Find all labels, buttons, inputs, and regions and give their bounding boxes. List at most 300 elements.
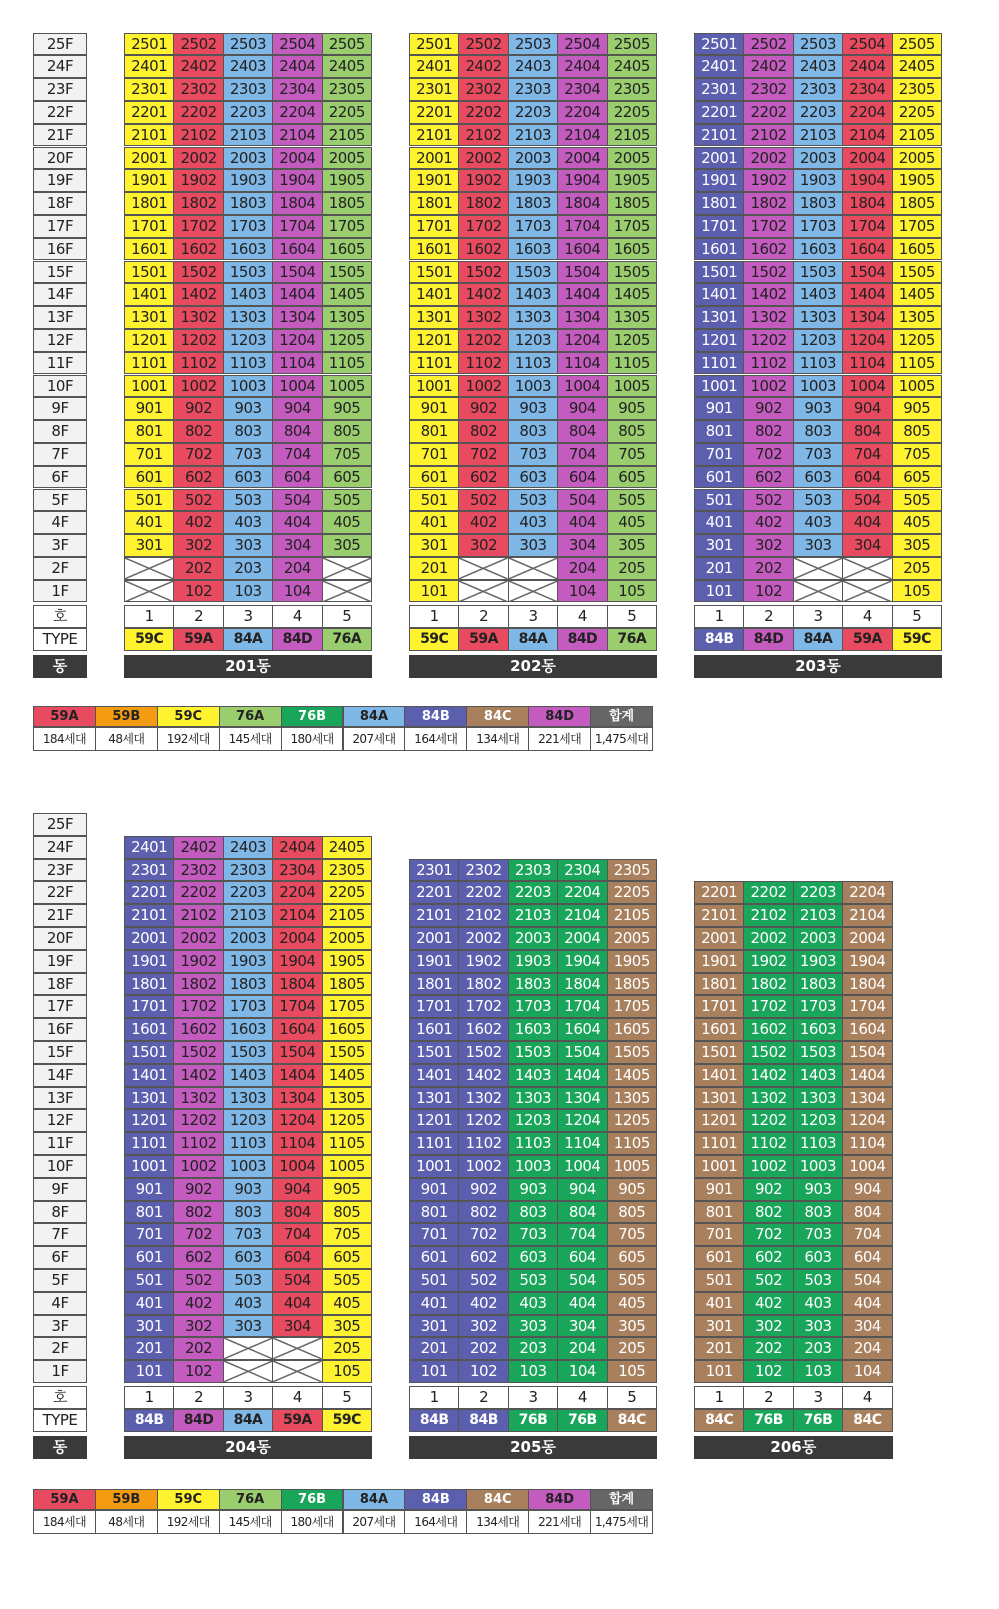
unit-cell[interactable]: 203	[793, 1337, 843, 1360]
unit-cell[interactable]: 801	[124, 1201, 174, 1224]
unit-cell[interactable]: 1705	[892, 215, 942, 238]
unit-cell[interactable]: 1702	[173, 215, 223, 238]
unit-cell[interactable]: 2003	[793, 927, 843, 950]
unit-cell[interactable]: 1602	[458, 1018, 508, 1041]
unit-cell[interactable]: 504	[557, 489, 607, 512]
unit-cell[interactable]: 2405	[322, 836, 372, 859]
unit-cell[interactable]: 1203	[508, 329, 558, 352]
unit-cell[interactable]: 2002	[458, 147, 508, 170]
unit-cell[interactable]: 804	[272, 420, 322, 443]
unit-cell[interactable]: 1403	[223, 1064, 273, 1087]
unit-cell[interactable]: 803	[793, 1201, 843, 1224]
unit-cell[interactable]: 602	[743, 466, 793, 489]
unit-cell[interactable]: 205	[892, 557, 942, 580]
unit-cell[interactable]: 2504	[842, 33, 892, 56]
unit-cell[interactable]: 1901	[694, 169, 744, 192]
unit-cell[interactable]: 1904	[272, 169, 322, 192]
unit-cell[interactable]: 601	[409, 1246, 459, 1269]
unit-cell[interactable]: 1602	[458, 238, 508, 261]
unit-cell[interactable]: 301	[409, 1315, 459, 1338]
unit-cell[interactable]: 2105	[322, 124, 372, 147]
unit-cell[interactable]: 705	[322, 443, 372, 466]
unit-cell[interactable]: 1701	[694, 215, 744, 238]
unit-cell[interactable]: 503	[508, 1269, 558, 1292]
unit-cell[interactable]: 1404	[272, 283, 322, 306]
unit-cell[interactable]: 902	[458, 1178, 508, 1201]
unit-cell[interactable]: 1703	[508, 215, 558, 238]
unit-cell[interactable]: 1004	[557, 1155, 607, 1178]
unit-cell[interactable]: 1904	[272, 950, 322, 973]
unit-cell[interactable]: 1503	[793, 1041, 843, 1064]
unit-cell[interactable]: 1203	[223, 329, 273, 352]
unit-cell[interactable]: 1102	[458, 352, 508, 375]
unit-cell[interactable]: 2005	[892, 147, 942, 170]
unit-cell[interactable]: 1702	[458, 995, 508, 1018]
unit-cell[interactable]: 505	[892, 489, 942, 512]
unit-cell[interactable]: 2104	[272, 124, 322, 147]
unit-cell[interactable]: 1701	[694, 995, 744, 1018]
unit-cell[interactable]: 1905	[607, 950, 657, 973]
unit-cell[interactable]: 605	[892, 466, 942, 489]
unit-cell[interactable]: 1104	[557, 1132, 607, 1155]
unit-cell[interactable]: 504	[272, 1269, 322, 1292]
unit-cell[interactable]: 1903	[508, 169, 558, 192]
unit-cell[interactable]: 703	[508, 1223, 558, 1246]
unit-cell[interactable]: 1803	[223, 192, 273, 215]
unit-cell[interactable]: 2205	[322, 101, 372, 124]
unit-cell[interactable]: 805	[322, 1201, 372, 1224]
unit-cell[interactable]: 504	[842, 489, 892, 512]
unit-cell[interactable]: 1601	[409, 1018, 459, 1041]
unit-cell[interactable]: 2103	[793, 124, 843, 147]
unit-cell[interactable]: 802	[743, 1201, 793, 1224]
unit-cell[interactable]: 501	[694, 489, 744, 512]
unit-cell[interactable]: 1802	[173, 192, 223, 215]
unit-cell[interactable]: 1304	[557, 306, 607, 329]
unit-cell[interactable]: 305	[607, 1315, 657, 1338]
unit-cell[interactable]: 1102	[458, 1132, 508, 1155]
unit-cell[interactable]: 1105	[322, 352, 372, 375]
unit-cell[interactable]: 2103	[223, 904, 273, 927]
unit-cell[interactable]: 1801	[694, 192, 744, 215]
unit-cell[interactable]: 1405	[607, 283, 657, 306]
unit-cell[interactable]: 1005	[607, 1155, 657, 1178]
unit-cell[interactable]: 104	[272, 580, 322, 603]
unit-cell[interactable]: 604	[842, 1246, 892, 1269]
unit-cell[interactable]: 1704	[842, 995, 892, 1018]
unit-cell[interactable]: 2302	[173, 859, 223, 882]
unit-cell[interactable]: 1303	[223, 1087, 273, 1110]
unit-cell[interactable]: 102	[743, 1360, 793, 1383]
unit-cell[interactable]: 805	[322, 420, 372, 443]
unit-cell[interactable]: 1205	[322, 329, 372, 352]
unit-cell[interactable]: 2502	[743, 33, 793, 56]
unit-cell[interactable]: 1401	[409, 1064, 459, 1087]
unit-cell[interactable]: 1904	[557, 950, 607, 973]
unit-cell[interactable]: 501	[124, 489, 174, 512]
unit-cell[interactable]: 1401	[124, 283, 174, 306]
unit-cell[interactable]: 1501	[124, 1041, 174, 1064]
unit-cell[interactable]: 1801	[124, 192, 174, 215]
unit-cell[interactable]: 2102	[743, 904, 793, 927]
unit-cell[interactable]: 1603	[223, 1018, 273, 1041]
unit-cell[interactable]: 704	[842, 1223, 892, 1246]
unit-cell[interactable]: 803	[508, 1201, 558, 1224]
unit-cell[interactable]: 905	[892, 397, 942, 420]
unit-cell[interactable]: 402	[458, 511, 508, 534]
unit-cell[interactable]: 1904	[842, 169, 892, 192]
unit-cell[interactable]: 1803	[793, 973, 843, 996]
unit-cell[interactable]: 2205	[892, 101, 942, 124]
unit-cell[interactable]: 1402	[458, 283, 508, 306]
unit-cell[interactable]: 404	[272, 1292, 322, 1315]
unit-cell[interactable]: 1902	[173, 950, 223, 973]
unit-cell[interactable]: 404	[272, 511, 322, 534]
unit-cell[interactable]: 1203	[793, 1109, 843, 1132]
unit-cell[interactable]: 1402	[743, 1064, 793, 1087]
unit-cell[interactable]: 2303	[223, 859, 273, 882]
unit-cell[interactable]: 1005	[322, 375, 372, 398]
unit-cell[interactable]: 305	[892, 534, 942, 557]
unit-cell[interactable]: 1103	[508, 1132, 558, 1155]
unit-cell[interactable]: 201	[694, 557, 744, 580]
unit-cell[interactable]: 1305	[322, 1087, 372, 1110]
unit-cell[interactable]: 2201	[694, 881, 744, 904]
unit-cell[interactable]: 2005	[322, 147, 372, 170]
unit-cell[interactable]: 1001	[124, 375, 174, 398]
unit-cell[interactable]: 2301	[409, 78, 459, 101]
unit-cell[interactable]: 1502	[173, 1041, 223, 1064]
unit-cell[interactable]: 1201	[409, 329, 459, 352]
unit-cell[interactable]: 604	[272, 466, 322, 489]
unit-cell[interactable]: 2303	[508, 859, 558, 882]
unit-cell[interactable]: 601	[409, 466, 459, 489]
unit-cell[interactable]: 1304	[272, 1087, 322, 1110]
unit-cell[interactable]: 803	[508, 420, 558, 443]
unit-cell[interactable]: 102	[173, 1360, 223, 1383]
unit-cell[interactable]: 1504	[842, 1041, 892, 1064]
unit-cell[interactable]: 404	[557, 1292, 607, 1315]
unit-cell[interactable]: 805	[607, 420, 657, 443]
unit-cell[interactable]: 2501	[409, 33, 459, 56]
unit-cell[interactable]: 603	[793, 1246, 843, 1269]
unit-cell[interactable]: 1802	[458, 192, 508, 215]
unit-cell[interactable]: 1004	[272, 375, 322, 398]
unit-cell[interactable]: 202	[743, 557, 793, 580]
unit-cell[interactable]: 2105	[892, 124, 942, 147]
unit-cell[interactable]: 601	[694, 466, 744, 489]
unit-cell[interactable]: 1202	[458, 1109, 508, 1132]
unit-cell[interactable]: 1403	[793, 1064, 843, 1087]
unit-cell[interactable]: 903	[508, 1178, 558, 1201]
unit-cell[interactable]: 1602	[743, 238, 793, 261]
unit-cell[interactable]: 1301	[124, 306, 174, 329]
unit-cell[interactable]: 604	[842, 466, 892, 489]
unit-cell[interactable]: 1301	[409, 306, 459, 329]
unit-cell[interactable]: 304	[557, 534, 607, 557]
unit-cell[interactable]: 2302	[458, 78, 508, 101]
unit-cell[interactable]: 1703	[223, 995, 273, 1018]
unit-cell[interactable]: 1801	[124, 973, 174, 996]
unit-cell[interactable]: 503	[793, 1269, 843, 1292]
unit-cell[interactable]: 201	[124, 1337, 174, 1360]
unit-cell[interactable]: 905	[607, 1178, 657, 1201]
unit-cell[interactable]: 1302	[743, 1087, 793, 1110]
unit-cell[interactable]: 2303	[223, 78, 273, 101]
unit-cell[interactable]: 402	[458, 1292, 508, 1315]
unit-cell[interactable]: 1801	[409, 973, 459, 996]
unit-cell[interactable]: 702	[458, 1223, 508, 1246]
unit-cell[interactable]: 1803	[508, 192, 558, 215]
unit-cell[interactable]: 403	[223, 511, 273, 534]
unit-cell[interactable]: 105	[607, 580, 657, 603]
unit-cell[interactable]: 703	[223, 1223, 273, 1246]
unit-cell[interactable]: 704	[842, 443, 892, 466]
unit-cell[interactable]: 2102	[173, 904, 223, 927]
unit-cell[interactable]: 2102	[173, 124, 223, 147]
unit-cell[interactable]: 1805	[607, 192, 657, 215]
unit-cell[interactable]: 901	[124, 1178, 174, 1201]
unit-cell[interactable]: 1004	[272, 1155, 322, 1178]
unit-cell[interactable]: 1604	[557, 238, 607, 261]
unit-cell[interactable]: 303	[508, 534, 558, 557]
unit-cell[interactable]: 2105	[322, 904, 372, 927]
unit-cell[interactable]: 1805	[607, 973, 657, 996]
unit-cell[interactable]: 1103	[793, 1132, 843, 1155]
unit-cell[interactable]: 1902	[458, 950, 508, 973]
unit-cell[interactable]: 701	[124, 443, 174, 466]
unit-cell[interactable]: 101	[409, 580, 459, 603]
unit-cell[interactable]: 905	[322, 397, 372, 420]
unit-cell[interactable]: 203	[223, 557, 273, 580]
unit-cell[interactable]: 2102	[458, 124, 508, 147]
unit-cell[interactable]: 1604	[842, 238, 892, 261]
unit-cell[interactable]: 1301	[694, 306, 744, 329]
unit-cell[interactable]: 704	[272, 443, 322, 466]
unit-cell[interactable]: 2201	[409, 101, 459, 124]
unit-cell[interactable]: 603	[793, 466, 843, 489]
unit-cell[interactable]: 2401	[124, 55, 174, 78]
unit-cell[interactable]: 1102	[743, 1132, 793, 1155]
unit-cell[interactable]: 101	[409, 1360, 459, 1383]
unit-cell[interactable]: 2305	[607, 78, 657, 101]
unit-cell[interactable]: 704	[272, 1223, 322, 1246]
unit-cell[interactable]: 2005	[607, 147, 657, 170]
unit-cell[interactable]: 2504	[272, 33, 322, 56]
unit-cell[interactable]: 902	[743, 397, 793, 420]
unit-cell[interactable]: 2205	[607, 101, 657, 124]
unit-cell[interactable]: 2001	[409, 927, 459, 950]
unit-cell[interactable]: 102	[173, 580, 223, 603]
unit-cell[interactable]: 2403	[223, 55, 273, 78]
unit-cell[interactable]: 202	[173, 557, 223, 580]
unit-cell[interactable]: 502	[173, 1269, 223, 1292]
unit-cell[interactable]: 402	[743, 1292, 793, 1315]
unit-cell[interactable]: 2203	[223, 101, 273, 124]
unit-cell[interactable]: 504	[557, 1269, 607, 1292]
unit-cell[interactable]: 403	[793, 1292, 843, 1315]
unit-cell[interactable]: 1604	[842, 1018, 892, 1041]
unit-cell[interactable]: 1405	[892, 283, 942, 306]
unit-cell[interactable]: 1902	[458, 169, 508, 192]
unit-cell[interactable]: 1504	[272, 1041, 322, 1064]
unit-cell[interactable]: 2202	[743, 101, 793, 124]
unit-cell[interactable]: 2004	[557, 927, 607, 950]
unit-cell[interactable]: 1204	[272, 1109, 322, 1132]
unit-cell[interactable]: 1104	[557, 352, 607, 375]
unit-cell[interactable]: 2004	[842, 927, 892, 950]
unit-cell[interactable]: 1002	[173, 375, 223, 398]
unit-cell[interactable]: 1704	[557, 995, 607, 1018]
unit-cell[interactable]: 1005	[892, 375, 942, 398]
unit-cell[interactable]: 2005	[322, 927, 372, 950]
unit-cell[interactable]: 705	[892, 443, 942, 466]
unit-cell[interactable]: 303	[223, 534, 273, 557]
unit-cell[interactable]: 2101	[409, 904, 459, 927]
unit-cell[interactable]: 1102	[173, 352, 223, 375]
unit-cell[interactable]: 205	[607, 557, 657, 580]
unit-cell[interactable]: 1105	[892, 352, 942, 375]
unit-cell[interactable]: 104	[557, 580, 607, 603]
unit-cell[interactable]: 804	[557, 420, 607, 443]
unit-cell[interactable]: 1301	[124, 1087, 174, 1110]
unit-cell[interactable]: 1102	[173, 1132, 223, 1155]
unit-cell[interactable]: 1603	[223, 238, 273, 261]
unit-cell[interactable]: 1403	[793, 283, 843, 306]
unit-cell[interactable]: 2305	[322, 859, 372, 882]
unit-cell[interactable]: 2001	[124, 147, 174, 170]
unit-cell[interactable]: 801	[694, 420, 744, 443]
unit-cell[interactable]: 1303	[793, 306, 843, 329]
unit-cell[interactable]: 605	[607, 1246, 657, 1269]
unit-cell[interactable]: 1602	[173, 1018, 223, 1041]
unit-cell[interactable]: 1304	[557, 1087, 607, 1110]
unit-cell[interactable]: 2402	[458, 55, 508, 78]
unit-cell[interactable]: 802	[458, 420, 508, 443]
unit-cell[interactable]: 502	[743, 1269, 793, 1292]
unit-cell[interactable]: 1101	[409, 1132, 459, 1155]
unit-cell[interactable]: 805	[892, 420, 942, 443]
unit-cell[interactable]: 1405	[607, 1064, 657, 1087]
unit-cell[interactable]: 1802	[173, 973, 223, 996]
unit-cell[interactable]: 2102	[458, 904, 508, 927]
unit-cell[interactable]: 2504	[557, 33, 607, 56]
unit-cell[interactable]: 304	[272, 534, 322, 557]
unit-cell[interactable]: 1903	[508, 950, 558, 973]
unit-cell[interactable]: 1805	[892, 192, 942, 215]
unit-cell[interactable]: 1001	[124, 1155, 174, 1178]
unit-cell[interactable]: 2403	[508, 55, 558, 78]
unit-cell[interactable]: 505	[607, 489, 657, 512]
unit-cell[interactable]: 1002	[458, 1155, 508, 1178]
unit-cell[interactable]: 1105	[322, 1132, 372, 1155]
unit-cell[interactable]: 2103	[508, 124, 558, 147]
unit-cell[interactable]: 303	[223, 1315, 273, 1338]
unit-cell[interactable]: 1905	[607, 169, 657, 192]
unit-cell[interactable]: 2202	[458, 881, 508, 904]
unit-cell[interactable]: 2505	[892, 33, 942, 56]
unit-cell[interactable]: 1505	[322, 1041, 372, 1064]
unit-cell[interactable]: 405	[892, 511, 942, 534]
unit-cell[interactable]: 2201	[694, 101, 744, 124]
unit-cell[interactable]: 302	[743, 1315, 793, 1338]
unit-cell[interactable]: 1203	[508, 1109, 558, 1132]
unit-cell[interactable]: 1203	[793, 329, 843, 352]
unit-cell[interactable]: 1404	[842, 283, 892, 306]
unit-cell[interactable]: 1203	[223, 1109, 273, 1132]
unit-cell[interactable]: 2203	[793, 101, 843, 124]
unit-cell[interactable]: 2301	[124, 859, 174, 882]
unit-cell[interactable]: 903	[223, 1178, 273, 1201]
unit-cell[interactable]: 1202	[458, 329, 508, 352]
unit-cell[interactable]: 702	[743, 443, 793, 466]
unit-cell[interactable]: 2201	[409, 881, 459, 904]
unit-cell[interactable]: 405	[607, 511, 657, 534]
unit-cell[interactable]: 1101	[124, 352, 174, 375]
unit-cell[interactable]: 603	[508, 1246, 558, 1269]
unit-cell[interactable]: 701	[694, 1223, 744, 1246]
unit-cell[interactable]: 205	[322, 1337, 372, 1360]
unit-cell[interactable]: 502	[458, 1269, 508, 1292]
unit-cell[interactable]: 1702	[458, 215, 508, 238]
unit-cell[interactable]: 2302	[173, 78, 223, 101]
unit-cell[interactable]: 602	[173, 1246, 223, 1269]
unit-cell[interactable]: 1501	[694, 1041, 744, 1064]
unit-cell[interactable]: 2002	[458, 927, 508, 950]
unit-cell[interactable]: 1405	[322, 1064, 372, 1087]
unit-cell[interactable]: 902	[458, 397, 508, 420]
unit-cell[interactable]: 701	[694, 443, 744, 466]
unit-cell[interactable]: 1504	[272, 261, 322, 284]
unit-cell[interactable]: 1204	[842, 1109, 892, 1132]
unit-cell[interactable]: 304	[272, 1315, 322, 1338]
unit-cell[interactable]: 2204	[272, 881, 322, 904]
unit-cell[interactable]: 1603	[508, 1018, 558, 1041]
unit-cell[interactable]: 2401	[694, 55, 744, 78]
unit-cell[interactable]: 302	[743, 534, 793, 557]
unit-cell[interactable]: 1904	[842, 950, 892, 973]
unit-cell[interactable]: 1402	[173, 283, 223, 306]
unit-cell[interactable]: 403	[223, 1292, 273, 1315]
unit-cell[interactable]: 1603	[508, 238, 558, 261]
unit-cell[interactable]: 703	[223, 443, 273, 466]
unit-cell[interactable]: 202	[743, 1337, 793, 1360]
unit-cell[interactable]: 1001	[409, 1155, 459, 1178]
unit-cell[interactable]: 603	[508, 466, 558, 489]
unit-cell[interactable]: 1402	[458, 1064, 508, 1087]
unit-cell[interactable]: 1005	[607, 375, 657, 398]
unit-cell[interactable]: 1901	[409, 169, 459, 192]
unit-cell[interactable]: 2502	[173, 33, 223, 56]
unit-cell[interactable]: 1502	[743, 1041, 793, 1064]
unit-cell[interactable]: 1001	[694, 1155, 744, 1178]
unit-cell[interactable]: 1804	[842, 973, 892, 996]
unit-cell[interactable]: 903	[793, 397, 843, 420]
unit-cell[interactable]: 503	[223, 1269, 273, 1292]
unit-cell[interactable]: 201	[409, 557, 459, 580]
unit-cell[interactable]: 304	[842, 534, 892, 557]
unit-cell[interactable]: 2503	[508, 33, 558, 56]
unit-cell[interactable]: 1303	[223, 306, 273, 329]
unit-cell[interactable]: 1503	[508, 261, 558, 284]
unit-cell[interactable]: 1202	[743, 329, 793, 352]
unit-cell[interactable]: 2001	[694, 147, 744, 170]
unit-cell[interactable]: 104	[557, 1360, 607, 1383]
unit-cell[interactable]: 1801	[694, 973, 744, 996]
unit-cell[interactable]: 1602	[173, 238, 223, 261]
unit-cell[interactable]: 801	[124, 420, 174, 443]
unit-cell[interactable]: 2403	[223, 836, 273, 859]
